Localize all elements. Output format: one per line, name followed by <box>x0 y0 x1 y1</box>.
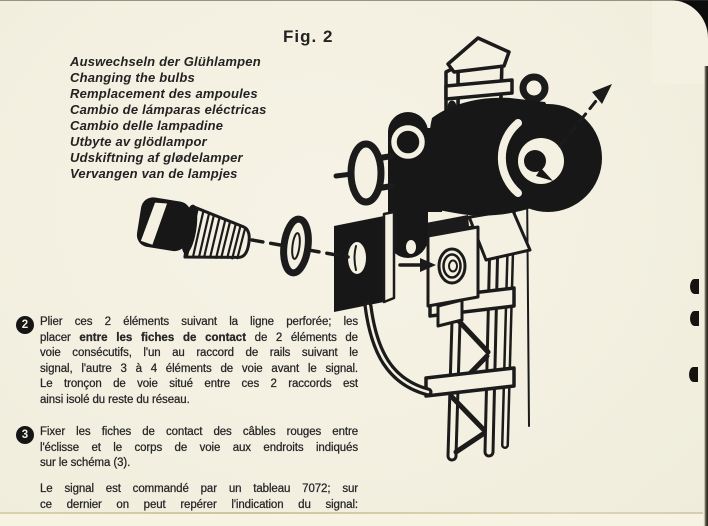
language-item: Changing the bulbs <box>70 70 195 85</box>
scan-top-edge <box>0 0 708 1</box>
binding-punch-mark <box>690 311 699 326</box>
footer-text <box>40 482 358 513</box>
text-line: ce dernier on peut repérer l'indication du signal: <box>40 498 358 511</box>
mounting-bracket <box>334 212 394 312</box>
text-line: l'éclisse et le corps de voie aux endroits indiqués <box>40 441 358 454</box>
step-number-badge: 3 <box>16 426 34 444</box>
language-item: Udskiftning af glødelamper <box>70 150 243 165</box>
text-line: Le signal est commandé par un tableau 7072; sur <box>40 483 358 495</box>
binding-punch-mark <box>689 367 698 382</box>
mast-guy-wire <box>527 182 529 426</box>
instruction-text <box>40 315 358 408</box>
step-number-badge: 2 <box>16 316 34 334</box>
ring-target <box>336 144 392 202</box>
language-list <box>70 54 267 182</box>
washer <box>281 218 311 275</box>
language-item: Vervangen van de lampjes <box>70 166 238 181</box>
signal-cable <box>368 306 428 392</box>
text-line: Plier ces 2 éléments suivant la ligne perforée; les <box>40 316 358 328</box>
instruction-block <box>16 315 362 408</box>
text-line: sur le schéma (3). <box>40 457 131 469</box>
text-line: placer entre les fiches de contact de 2 éléments de <box>40 331 358 344</box>
scan-right-edge-shadow <box>704 66 708 526</box>
binding-punch-mark <box>690 279 699 294</box>
language-item: Remplacement des ampoules <box>70 86 258 101</box>
language-item: Cambio de lámparas eléctricas <box>70 102 267 117</box>
slotted-screw <box>135 196 254 267</box>
text-line: Le tronçon de voie situé entre ces 2 raccords est <box>40 378 358 390</box>
instruction-block <box>16 425 362 472</box>
text-line: signal, l'autre 3 à 4 éléments de voie avant le signal. <box>40 362 358 375</box>
language-item: Cambio delle lampadine <box>70 118 224 133</box>
text-line: ainsi isolé du reste du réseau. <box>40 393 190 406</box>
text-line: Fixer les fiches de contact des câbles rouges entre <box>40 426 358 438</box>
figure-label: Fig. 2 <box>283 27 334 46</box>
language-item: Auswechseln der Glühlampen <box>70 54 261 69</box>
instruction-text <box>40 425 358 472</box>
language-item: Utbyte av glödlampor <box>70 134 207 149</box>
text-line: voie consécutifs, l'un au raccord de rails suivant le <box>40 347 358 359</box>
page-margin-below-fold <box>0 514 703 526</box>
